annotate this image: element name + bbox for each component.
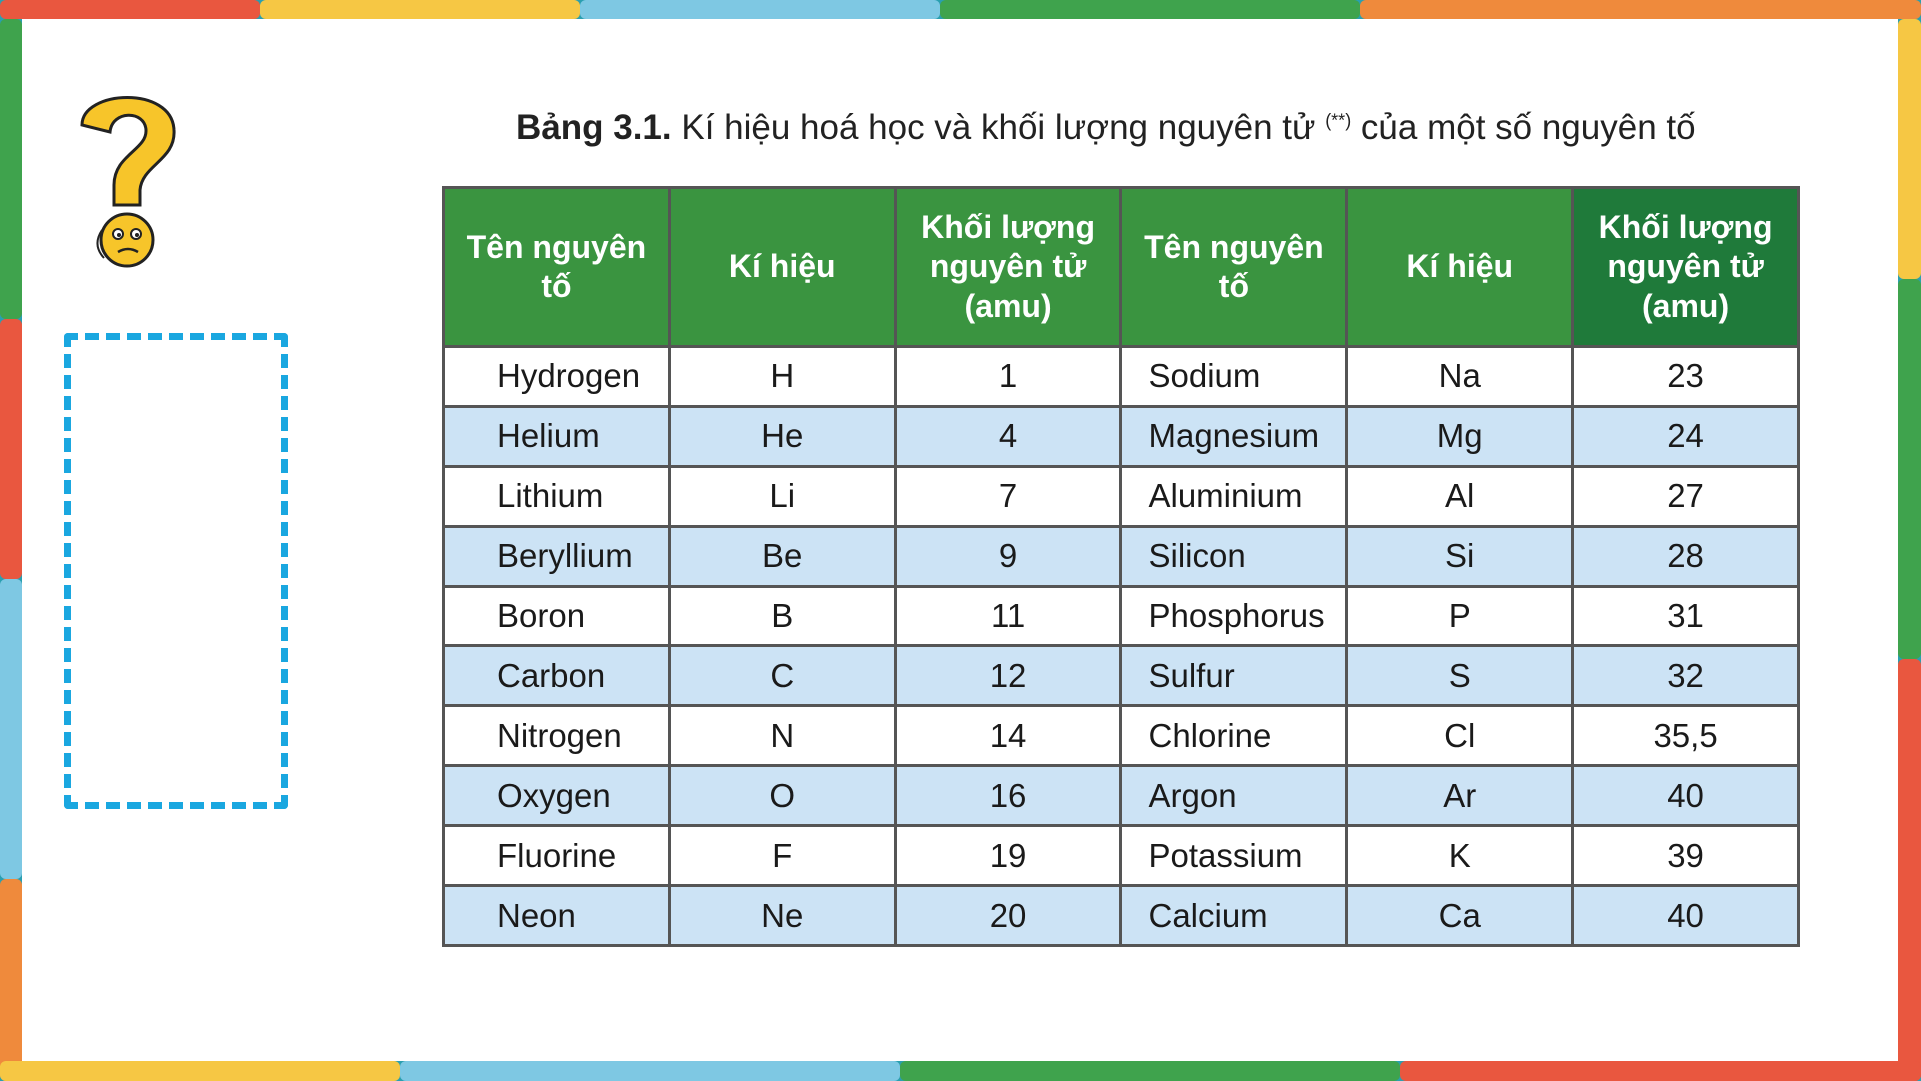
table-row: [444, 886, 1799, 946]
table-row: [444, 406, 1799, 466]
header-name-1: Tên nguyên tố: [444, 188, 670, 347]
atomic-mass-cell: 31: [1573, 586, 1799, 646]
element-symbol-cell: F: [669, 826, 895, 886]
caption-note: (**): [1325, 110, 1352, 131]
table-row: [444, 766, 1799, 826]
element-symbol-cell: N: [669, 706, 895, 766]
question-mark-icon: [62, 80, 192, 270]
element-name-cell: Lithium: [444, 466, 670, 526]
caption-label: Bảng 3.1.: [516, 108, 672, 147]
element-name-cell: Magnesium: [1121, 406, 1347, 466]
table-caption: [516, 108, 1816, 148]
atomic-mass-cell: 40: [1573, 766, 1799, 826]
element-name-cell: Argon: [1121, 766, 1347, 826]
element-symbol-cell: B: [669, 586, 895, 646]
element-name-cell: Potassium: [1121, 826, 1347, 886]
element-name-cell: Sulfur: [1121, 646, 1347, 706]
element-symbol-cell: Ca: [1347, 886, 1573, 946]
element-name-cell: Neon: [444, 886, 670, 946]
atomic-mass-cell: 1: [895, 347, 1121, 407]
atomic-mass-cell: 28: [1573, 526, 1799, 586]
header-symbol-2: Kí hiệu: [1347, 188, 1573, 347]
element-symbol-cell: Cl: [1347, 706, 1573, 766]
table-row: [444, 347, 1799, 407]
element-symbol-cell: S: [1347, 646, 1573, 706]
table-row: [444, 826, 1799, 886]
element-symbol-cell: Ne: [669, 886, 895, 946]
header-mass-2: Khối lượng nguyên tử (amu): [1573, 188, 1799, 347]
element-name-cell: Phosphorus: [1121, 586, 1347, 646]
header-name-2: Tên nguyên tố: [1121, 188, 1347, 347]
element-symbol-cell: P: [1347, 586, 1573, 646]
table-row: [444, 646, 1799, 706]
atomic-mass-cell: 12: [895, 646, 1121, 706]
element-symbol-cell: He: [669, 406, 895, 466]
atomic-mass-cell: 7: [895, 466, 1121, 526]
caption-text: Kí hiệu hoá học và khối lượng nguyên tử: [681, 108, 1316, 147]
atomic-mass-cell: 14: [895, 706, 1121, 766]
atomic-mass-cell: 35,5: [1573, 706, 1799, 766]
header-symbol-1: Kí hiệu: [669, 188, 895, 347]
element-symbol-cell: C: [669, 646, 895, 706]
element-symbol-cell: H: [669, 347, 895, 407]
element-symbol-cell: Na: [1347, 347, 1573, 407]
header-mass-1: Khối lượng nguyên tử (amu): [895, 188, 1121, 347]
element-symbol-cell: Ar: [1347, 766, 1573, 826]
atomic-mass-cell: 20: [895, 886, 1121, 946]
table-body: [444, 347, 1799, 946]
atomic-mass-cell: 32: [1573, 646, 1799, 706]
table-header-row: [444, 188, 1799, 347]
element-name-cell: Fluorine: [444, 826, 670, 886]
element-symbol-cell: O: [669, 766, 895, 826]
element-name-cell: Calcium: [1121, 886, 1347, 946]
atomic-mass-cell: 19: [895, 826, 1121, 886]
element-name-cell: Nitrogen: [444, 706, 670, 766]
atomic-mass-cell: 23: [1573, 347, 1799, 407]
element-name-cell: Boron: [444, 586, 670, 646]
empty-dashed-placeholder: [64, 333, 288, 809]
element-symbol-cell: Si: [1347, 526, 1573, 586]
atomic-mass-cell: 27: [1573, 466, 1799, 526]
table-row: [444, 466, 1799, 526]
atomic-mass-cell: 39: [1573, 826, 1799, 886]
table-row: [444, 526, 1799, 586]
atomic-mass-cell: 16: [895, 766, 1121, 826]
thinking-face-icon: [97, 214, 153, 266]
element-name-cell: Oxygen: [444, 766, 670, 826]
table-row: [444, 706, 1799, 766]
element-symbol-cell: Al: [1347, 466, 1573, 526]
element-name-cell: Helium: [444, 406, 670, 466]
element-symbol-cell: Mg: [1347, 406, 1573, 466]
atomic-mass-cell: 9: [895, 526, 1121, 586]
caption-tail: của một số nguyên tố: [1360, 108, 1696, 147]
element-table: [442, 186, 1800, 947]
atomic-mass-cell: 4: [895, 406, 1121, 466]
element-name-cell: Carbon: [444, 646, 670, 706]
element-name-cell: Beryllium: [444, 526, 670, 586]
element-symbol-cell: Be: [669, 526, 895, 586]
table-row: [444, 586, 1799, 646]
element-symbol-cell: K: [1347, 826, 1573, 886]
element-name-cell: Sodium: [1121, 347, 1347, 407]
atomic-mass-cell: 11: [895, 586, 1121, 646]
element-name-cell: Aluminium: [1121, 466, 1347, 526]
element-name-cell: Hydrogen: [444, 347, 670, 407]
element-name-cell: Chlorine: [1121, 706, 1347, 766]
element-symbol-cell: Li: [669, 466, 895, 526]
atomic-mass-cell: 40: [1573, 886, 1799, 946]
element-name-cell: Silicon: [1121, 526, 1347, 586]
atomic-mass-cell: 24: [1573, 406, 1799, 466]
